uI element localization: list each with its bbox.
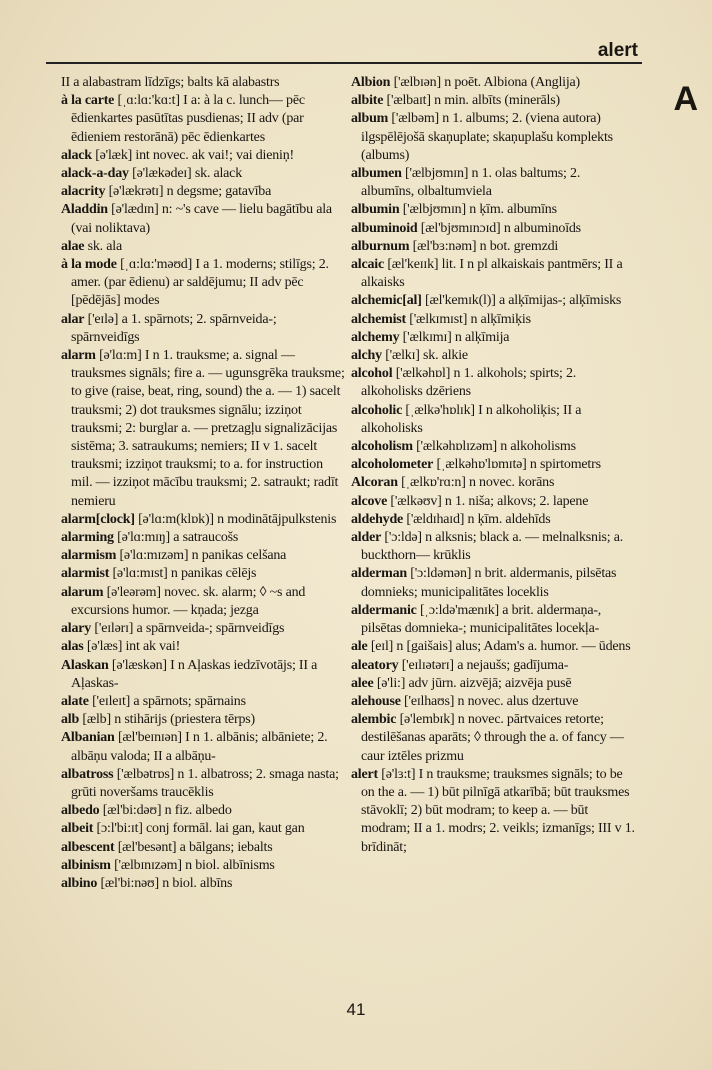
entry-definition: ['ældɪhaɪd] n ķīm. aldehīds (403, 511, 551, 527)
dictionary-entry (61, 74, 346, 92)
dictionary-entry (61, 311, 346, 347)
entry-definition: [ə'lɑ:m(klɒk)] n modinātājpulkstenis (134, 511, 337, 527)
entry-headword: albino (61, 875, 98, 891)
entry-definition: [ˌɑ:lɑ:'məʊd] I a 1. moderns; stilīgs; 2. amer. (par ēdienu) ar saldējumu; II adv pēc [pēdējās] modes (71, 257, 329, 309)
entry-headword: albescent (61, 839, 115, 855)
entry-headword: albite (351, 93, 384, 109)
entry-headword: alack (61, 147, 92, 163)
dictionary-entry (61, 547, 346, 565)
entry-definition: ['ælkəhɒl] n 1. alkohols; spirts; 2. alkoholisks dzēriens (361, 366, 577, 400)
dictionary-entry (351, 474, 636, 492)
dictionary-entry (351, 311, 636, 329)
dictionary-entry (61, 820, 346, 838)
dictionary-entry (351, 165, 636, 201)
entry-definition: [ə'lɑ:mɪst] n panikas cēlējs (109, 566, 257, 582)
entry-definition: [ə'lɑ:mɪzəm] n panikas celšana (116, 548, 287, 564)
entry-definition: [ə'læskən] I n Aļaskas iedzīvotājs; II a Aļaskas- (71, 657, 318, 691)
entry-definition: [ə'li:] adv jūrn. aizvējā; aizvēja pusē (373, 675, 572, 691)
entry-headword: alchemic[al] (351, 293, 422, 309)
entry-headword: à la mode (61, 257, 117, 273)
entry-headword: alarmism (61, 548, 117, 564)
entry-headword: Alcoran (351, 475, 398, 491)
entry-definition: [ælb] n stihārijs (priestera tērps) (79, 712, 255, 728)
entry-definition: [ˌɑ:lɑ:'kɑ:t] I a: à la c. lunch— pēc ēdienkartes pasūtītas pusdienas; II adv (par ēdieniem restorānā) pēc ēdienkartes (71, 93, 305, 145)
entry-definition: ['ælbətrɒs] n 1. albatross; 2. smaga nasta; grūti noveršams traucēklis (71, 766, 339, 800)
dictionary-entry (61, 529, 346, 547)
entry-definition: [ˌælkə'hɒlɪk] I n alkoholiķis; II a alkoholisks (361, 402, 582, 436)
entry-headword: alee (351, 675, 374, 691)
entry-definition: [ɔ:l'bi:ɪt] conj formāl. lai gan, kaut gan (93, 821, 305, 837)
entry-headword: Alaskan (61, 657, 109, 673)
entry-definition: ['eɪlhaʊs] n novec. alus dzertuve (400, 693, 579, 709)
entry-headword: Albion (351, 75, 391, 90)
entry-definition: ['ælkɪ] sk. alkie (381, 348, 468, 364)
entry-definition: ['ælbaɪt] n min. albīts (minerāls) (383, 93, 560, 109)
entry-definition: [æl'bjʊmɪnɔɪd] n albuminoīds (417, 220, 581, 236)
dictionary-entry (351, 565, 636, 601)
dictionary-entry (61, 565, 346, 583)
entry-headword: alack-a-day (61, 166, 129, 182)
entry-headword: Albanian (61, 730, 115, 746)
entry-headword: alchemist (351, 311, 406, 327)
entry-headword: alcaic (351, 257, 385, 273)
entry-definition: ['eɪlərɪ] a spārnveida-; spārnveidīgs (91, 621, 285, 637)
entry-headword: alcohol (351, 366, 393, 382)
entry-headword: alas (61, 639, 84, 655)
dictionary-entry (351, 511, 636, 529)
entry-headword: albuminoid (351, 220, 418, 236)
entry-headword: alate (61, 693, 89, 709)
dictionary-entry (351, 456, 636, 474)
entry-headword: Aladdin (61, 202, 108, 218)
entry-definition: ['ælbəm] n 1. albums; 2. (viena autora) ilgspēlējošā skaņuplate; skaņuplašu komplekts (albums) (361, 111, 613, 163)
entry-definition: [ə'lækədeɪ] sk. alack (128, 166, 242, 182)
dictionary-entry (61, 347, 346, 511)
entry-headword: à la carte (61, 93, 115, 109)
entry-definition: [ə'lembɪk] n novec. pārtvaices retorte; destilēšanas aparāts; ◊ through the a. of fancy — caur iztēles prizmu (361, 712, 624, 764)
dictionary-entry (61, 201, 346, 237)
dictionary-entry (61, 238, 346, 256)
dictionary-entry (351, 438, 636, 456)
entry-definition: ['ælbjʊmɪn] n 1. olas baltums; 2. albumīns, olbaltumviela (361, 166, 581, 200)
dictionary-entry (61, 165, 346, 183)
dictionary-entry (61, 183, 346, 201)
entry-headword: alcove (351, 493, 388, 509)
entry-definition: ['ælkəhɒlɪzəm] n alkoholisms (412, 439, 576, 455)
entry-headword: albatross (61, 766, 114, 782)
entry-headword: alar (61, 311, 85, 327)
entry-definition: sk. ala (84, 238, 122, 254)
entry-headword: alb (61, 712, 80, 728)
dictionary-entry (61, 766, 346, 802)
dictionary-entry (61, 620, 346, 638)
entry-definition: [ə'læs] int ak vai! (83, 639, 181, 655)
entry-definition: [æl'bi:dəʊ] n fiz. albedo (99, 803, 232, 819)
entry-headword: alae (61, 238, 85, 254)
dictionary-entry (351, 693, 636, 711)
entry-definition: [ə'lækrətɪ] n degsme; gatavība (105, 184, 272, 200)
entry-headword: alarming (61, 530, 114, 546)
dictionary-entry (351, 493, 636, 511)
dictionary-entry (351, 110, 636, 165)
entry-headword: album (351, 111, 389, 127)
entry-definition: [æl'kemɪk(l)] a alķīmijas-; alķīmisks (421, 293, 622, 309)
entry-definition: [ˌælkəhɒ'lɒmɪtə] n spirtometrs (433, 457, 601, 473)
entry-headword: alarmist (61, 566, 110, 582)
dictionary-entry (61, 711, 346, 729)
entry-definition: [ə'læk] int novec. ak vai!; vai dieniņ! (91, 147, 295, 163)
dictionary-entry (61, 92, 346, 147)
entry-headword: albeit (61, 821, 94, 837)
dictionary-entry (351, 347, 636, 365)
entry-headword: ale (351, 639, 368, 655)
entry-definition: [æl'bi:nəʊ] n biol. albīns (97, 875, 233, 891)
entry-definition: ['ɔ:ldəmən] n brit. aldermanis, pilsētas domnieks; municipalitātes loceklis (361, 566, 617, 600)
dictionary-entry (351, 529, 636, 565)
dictionary-entry (351, 711, 636, 766)
dictionary-entry (351, 256, 636, 292)
entry-headword: alcoholism (351, 439, 413, 455)
entry-definition: ['ælbɪnɪzəm] n biol. albīnisms (110, 857, 275, 873)
dictionary-entry (351, 329, 636, 347)
dictionary-entry (351, 292, 636, 310)
entry-definition: [æl'bɜ:nəm] n bot. gremzdi (409, 238, 559, 254)
entry-definition: [ˌælkɒ'rɑ:n] n novec. korāns (397, 475, 555, 491)
entry-headword: albinism (61, 857, 111, 873)
entry-headword: alchemy (351, 329, 400, 345)
dictionary-entry (61, 857, 346, 875)
dictionary-entry (61, 584, 346, 620)
dictionary-entry (61, 693, 346, 711)
entry-headword: aleatory (351, 657, 399, 673)
dictionary-entry (61, 875, 346, 893)
dictionary-entry (351, 220, 636, 238)
entry-headword: alary (61, 621, 92, 637)
entry-headword: alarm[clock] (61, 511, 135, 527)
entry-definition: ['eɪleɪt] a spārnots; spārnains (88, 693, 246, 709)
entry-definition: [ə'lɑ:mɪŋ] a satraucošs (113, 530, 239, 546)
dictionary-entry (351, 675, 636, 693)
entry-definition: [ə'leərəm] novec. sk. alarm; ◊ ~s and excursions humor. — kņada; jezga (71, 584, 306, 618)
left-column (61, 74, 346, 893)
dictionary-entry (351, 74, 636, 92)
entry-headword: alert (351, 766, 378, 782)
entry-definition: [eɪl] n [gaišais] alus; Adam's a. humor. — ūdens (367, 639, 631, 655)
dictionary-entry (351, 238, 636, 256)
dictionary-entry (61, 657, 346, 693)
entry-definition: II a alabastram līdzīgs; balts kā alabastrs (61, 75, 280, 90)
entry-headword: alchy (351, 348, 382, 364)
page-number: 41 (346, 1000, 366, 1019)
entry-definition: [ə'lædɪn] n: ~'s cave — lielu bagātību ala (vai noliktava) (71, 202, 332, 236)
entry-definition: ['ælkɪmɪst] n alķīmiķis (405, 311, 531, 327)
entry-definition: ['ælkəʊv] n 1. niša; alkovs; 2. lapene (387, 493, 589, 509)
dictionary-entry (351, 201, 636, 219)
entry-definition: [ə'lɑ:m] I n 1. trauksme; a. signal — trauksmes signāls; fire a. — ugunsgrēka trauksme; to give (raise, beat, ring, sound) the a. — 1) sacelt trauksmi; 2) dot trauksmes signālu; izziņot trauksmi; 2: burglar a. — pretzagļu signalizācijas sistēma; 3. satraukums; nemiers; II v 1. sacelt trauksmi; izziņot trauksmi; to a. for instruction mil. — izziņot mācību trauksmi; 2. satraukt; radīt nemieru (71, 348, 345, 509)
entry-headword: aldermanic (351, 602, 417, 618)
thumb-index-letter: A (673, 80, 698, 118)
entry-definition: ['eɪlɪətərɪ] a nejaušs; gadījuma- (398, 657, 569, 673)
entry-definition: [æl'besənt] a bālgans; iebalts (114, 839, 273, 855)
dictionary-entry (351, 602, 636, 638)
entry-definition: [æl'keɪɪk] lit. I n pl alkaiskais pantmērs; II a alkaisks (361, 257, 623, 291)
right-column (351, 74, 636, 857)
dictionary-entry (351, 657, 636, 675)
header-rule (46, 62, 642, 64)
entry-definition: ['eɪlə] a 1. spārnots; 2. spārnveida-; spārnveidīgs (71, 311, 277, 345)
entry-definition: ['ælbjʊmɪn] n ķīm. albumīns (399, 202, 557, 218)
entry-definition: ['ɔ:ldə] n alksnis; black a. — melnalksnis; a. buckthorn— krūklis (361, 530, 624, 564)
dictionary-entry (61, 511, 346, 529)
dictionary-entry (61, 802, 346, 820)
entry-definition: [ə'lɜ:t] I n trauksme; trauksmes signāls; to be on the a. — 1) būt pilnīgā atkarībā; būt trauksmes stāvoklī; 2) būt modram; to keep a. — būt modram; II a 1. modrs; 2. veikls; izmanīgs; III v 1. brīdināt; (361, 766, 635, 855)
dictionary-entry (351, 402, 636, 438)
entry-headword: albedo (61, 803, 100, 819)
entry-headword: alderman (351, 566, 407, 582)
entry-definition: [æl'beɪnɪən] I n 1. albānis; albāniete; 2. albāņu valoda; II a albāņu- (71, 730, 328, 764)
entry-definition: ['ælbɪən] n poēt. Albiona (Anglija) (390, 75, 580, 90)
entry-headword: albumen (351, 166, 402, 182)
running-head: alert (597, 40, 638, 61)
dictionary-entry (61, 839, 346, 857)
dictionary-entry (351, 766, 636, 857)
entry-definition: [ˌɔ:ldə'mænɪk] a brit. aldermaņa-, pilsētas domnieka-; municipalitātes locekļa- (361, 602, 602, 637)
entry-headword: alacrity (61, 184, 106, 200)
entry-headword: alcoholometer (351, 457, 434, 473)
dictionary-entry (351, 92, 636, 110)
dictionary-entry (61, 256, 346, 311)
entry-headword: alburnum (351, 238, 410, 254)
entry-headword: aldehyde (351, 511, 404, 527)
dictionary-entry (61, 729, 346, 765)
entry-headword: albumin (351, 202, 400, 218)
entry-headword: alehouse (351, 693, 401, 709)
dictionary-entry (351, 638, 636, 656)
entry-headword: alarum (61, 584, 104, 600)
dictionary-entry (61, 147, 346, 165)
entry-headword: alembic (351, 712, 397, 728)
entry-headword: alarm (61, 348, 96, 364)
entry-headword: alder (351, 530, 382, 546)
dictionary-entry (351, 365, 636, 401)
entry-headword: alcoholic (351, 402, 403, 418)
dictionary-entry (61, 638, 346, 656)
entry-definition: ['ælkɪmɪ] n alķīmija (399, 329, 510, 345)
